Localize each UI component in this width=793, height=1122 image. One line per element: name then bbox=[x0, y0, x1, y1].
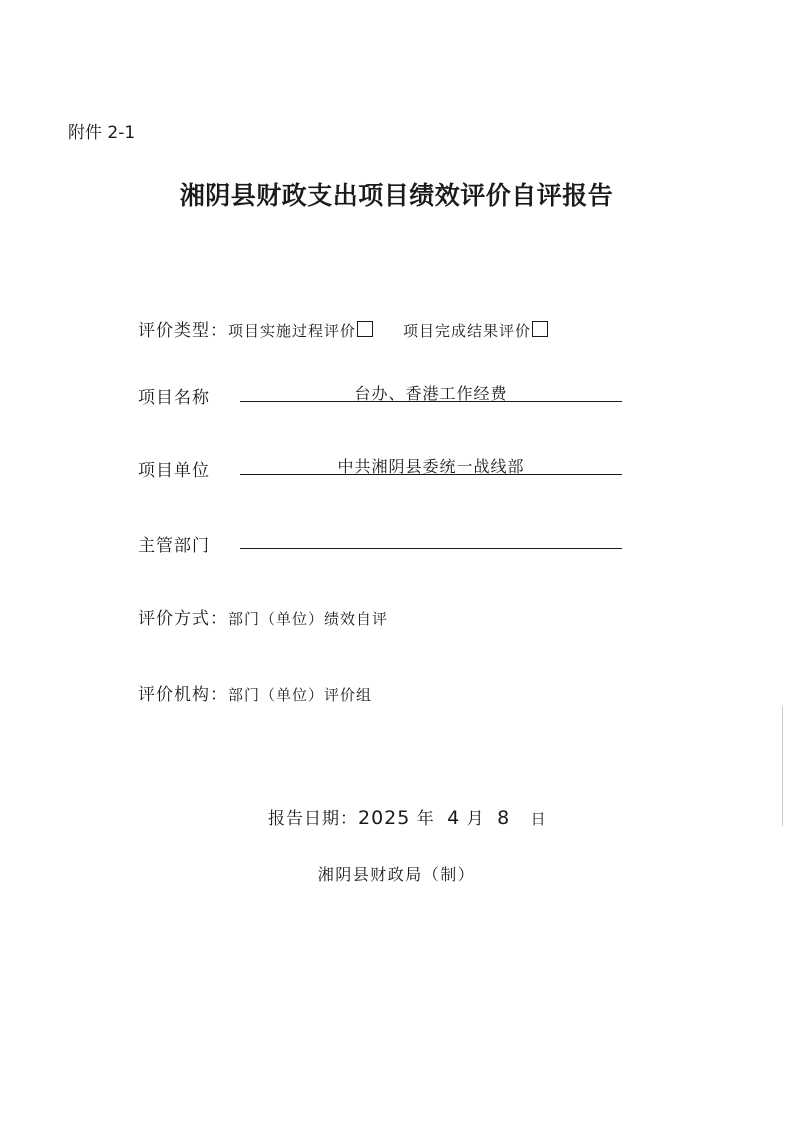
report-title: 湘阴县财政支出项目绩效评价自评报告 bbox=[179, 181, 614, 210]
eval-type-label: 评价类型： bbox=[138, 321, 228, 341]
process-eval-checkbox[interactable] bbox=[357, 321, 373, 337]
eval-type-row bbox=[138, 316, 548, 341]
project-unit-label: 项目单位 bbox=[138, 461, 210, 481]
project-name-label: 项目名称 bbox=[138, 388, 210, 408]
project-name-value: 台办、香港工作经费 bbox=[354, 384, 508, 403]
supervisor-underline bbox=[240, 548, 622, 549]
report-date-year-unit: 年 bbox=[416, 809, 435, 829]
result-eval-checkbox[interactable] bbox=[532, 321, 548, 337]
eval-method-row bbox=[138, 604, 388, 629]
attachment-label: 附件 2-1 bbox=[68, 123, 136, 143]
report-date-day-unit: 日 bbox=[530, 810, 547, 828]
report-date bbox=[268, 804, 547, 829]
report-date-day: 8 bbox=[497, 807, 511, 829]
issuer-line: 湘阴县财政局（制） bbox=[317, 865, 476, 884]
eval-type-option-process: 项目实施过程评价 bbox=[228, 322, 357, 340]
eval-org-row bbox=[138, 680, 372, 705]
project-unit-value: 中共湘阴县委统一战线部 bbox=[337, 457, 525, 476]
report-date-year: 2025 bbox=[358, 807, 411, 829]
scan-edge-mark bbox=[782, 706, 783, 826]
report-date-month: 4 bbox=[447, 807, 461, 829]
report-date-label: 报告日期： bbox=[268, 809, 358, 829]
report-date-month-unit: 月 bbox=[466, 809, 485, 829]
eval-method-label: 评价方式： bbox=[138, 609, 228, 629]
eval-org-value: 部门（单位）评价组 bbox=[228, 686, 373, 704]
eval-method-value: 部门（单位）绩效自评 bbox=[228, 610, 389, 628]
eval-type-option-result: 项目完成结果评价 bbox=[403, 322, 532, 340]
supervisor-label: 主管部门 bbox=[138, 536, 210, 556]
eval-org-label: 评价机构： bbox=[138, 685, 228, 705]
